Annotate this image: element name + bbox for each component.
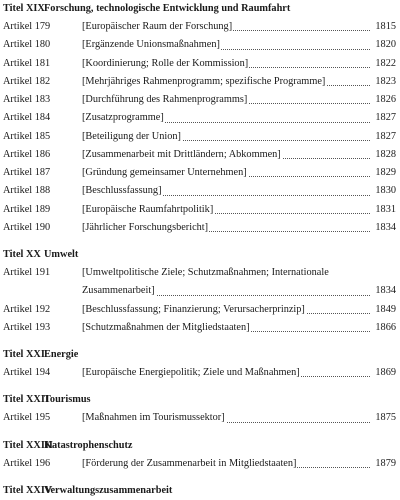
- article-subject: [Maßnahmen im Tourismussektor]: [82, 412, 225, 424]
- toc-section: [3, 391, 400, 427]
- page-number: 1829: [375, 167, 396, 178]
- article-subject: [Ergänzende Unionsmaßnahmen]: [82, 39, 220, 51]
- section-title: [3, 346, 400, 364]
- article-subject: [Europäische Energiepolitik; Ziele und Maßnahmen]: [82, 367, 300, 378]
- page-number: 1866: [375, 321, 396, 333]
- article-number: Artikel 183: [3, 94, 51, 105]
- toc-entry[interactable]: [3, 201, 400, 219]
- page-number: 1823: [375, 75, 396, 87]
- article-subject: [Schutzmaßnahmen der Mitgliedstaaten]: [82, 321, 250, 333]
- section-number: Titel XIX: [3, 3, 45, 14]
- toc-entry[interactable]: [3, 73, 400, 91]
- article-number: Artikel 186: [3, 148, 51, 160]
- article-subject: [Umweltpolitische Ziele; Schutzmaßnahmen; Internationale: [82, 267, 329, 278]
- page-number: 1875: [375, 412, 396, 424]
- article-number: Artikel 179: [3, 21, 51, 32]
- toc-entry[interactable]: [3, 364, 400, 382]
- article-number: Artikel 196: [3, 457, 51, 469]
- article-number: Artikel 192: [3, 303, 51, 315]
- section-title: [3, 246, 400, 264]
- section-title: [3, 391, 400, 409]
- section-title: [3, 482, 400, 500]
- toc-section: [3, 482, 400, 500]
- article-subject: [Mehrjähriges Rahmenprogramm; spezifische Programme]: [82, 75, 326, 87]
- section-name: Forschung, technologische Entwicklung und Raumfahrt: [44, 3, 291, 14]
- article-subject-continued: Zusammenarbeit]: [82, 285, 155, 297]
- article-number: Artikel 193: [3, 321, 51, 333]
- toc-section: [3, 346, 400, 382]
- section-name: Energie: [44, 349, 79, 360]
- toc-entry[interactable]: [3, 182, 400, 200]
- section-name: Verwaltungszusammenarbeit: [44, 484, 173, 496]
- article-number: Artikel 189: [3, 203, 51, 215]
- section-name: Tourismus: [44, 394, 91, 406]
- article-subject: [Beteiligung der Union]: [82, 130, 181, 142]
- section-number: Titel XXI: [3, 349, 45, 360]
- page-number: 1869: [375, 367, 396, 378]
- article-number: Artikel 180: [3, 39, 51, 51]
- article-number: Artikel 184: [3, 112, 51, 124]
- toc-section: [3, 246, 400, 337]
- article-number: Artikel 194: [3, 367, 51, 378]
- page-number: 1849: [375, 303, 396, 315]
- article-number: Artikel 188: [3, 185, 51, 197]
- toc-section: [3, 0, 400, 237]
- page-number: 1815: [375, 21, 396, 32]
- article-subject: [Europäische Raumfahrtpolitik]: [82, 203, 214, 215]
- toc-entry[interactable]: [3, 128, 400, 146]
- page-number: 1831: [375, 203, 396, 215]
- page-number: 1826: [375, 94, 396, 105]
- toc-entry[interactable]: [3, 219, 400, 237]
- article-number: Artikel 190: [3, 221, 51, 233]
- page-number: 1834: [375, 221, 396, 233]
- article-subject: [Förderung der Zusammenarbeit in Mitgliedstaaten]: [82, 457, 297, 469]
- article-number: Artikel 181: [3, 57, 51, 69]
- article-number: Artikel 191: [3, 267, 51, 278]
- section-name: Katastrophenschutz: [44, 439, 133, 451]
- page-number: 1827: [375, 130, 396, 142]
- toc-entry[interactable]: [3, 319, 400, 337]
- page-number: 1834: [375, 285, 396, 297]
- toc-entry[interactable]: [3, 55, 400, 73]
- toc-entry[interactable]: [3, 455, 400, 473]
- article-subject: [Koordinierung; Rolle der Kommission]: [82, 57, 249, 69]
- article-number: Artikel 185: [3, 130, 51, 142]
- article-subject: [Zusatzprogramme]: [82, 112, 164, 124]
- toc-entry[interactable]: [3, 164, 400, 182]
- section-number: Titel XXII: [3, 394, 49, 406]
- toc-entry[interactable]: [3, 109, 400, 127]
- article-subject: [Durchführung des Rahmenprogramms]: [82, 94, 248, 105]
- page-number: 1827: [375, 112, 396, 124]
- section-name: Umwelt: [44, 249, 79, 260]
- toc-entry[interactable]: [3, 301, 400, 319]
- toc-entry[interactable]: [3, 409, 400, 427]
- toc-entry[interactable]: [3, 91, 400, 109]
- section-number: Titel XXIII: [3, 439, 53, 451]
- toc-entry[interactable]: [3, 264, 400, 301]
- toc-section: [3, 437, 400, 473]
- toc-entry[interactable]: [3, 36, 400, 54]
- article-subject: [Beschlussfassung; Finanzierung; Verursacherprinzip]: [82, 303, 305, 315]
- section-title: [3, 0, 400, 18]
- section-number: Titel XXIV: [3, 484, 53, 496]
- page-number: 1830: [375, 185, 396, 197]
- article-number: Artikel 195: [3, 412, 51, 424]
- page-number: 1822: [375, 57, 396, 69]
- section-number: Titel XX: [3, 249, 41, 260]
- article-subject: [Europäischer Raum der Forschung]: [82, 21, 233, 32]
- article-subject: [Gründung gemeinsamer Unternehmen]: [82, 167, 247, 178]
- section-title: [3, 437, 400, 455]
- article-subject: [Jährlicher Forschungsbericht]: [82, 221, 209, 233]
- article-number: Artikel 187: [3, 167, 51, 178]
- page-number: 1828: [375, 148, 396, 160]
- toc-entry[interactable]: [3, 146, 400, 164]
- toc-entry[interactable]: [3, 18, 400, 36]
- article-subject: [Zusammenarbeit mit Drittländern; Abkommen]: [82, 148, 281, 160]
- article-subject: [Beschlussfassung]: [82, 185, 162, 197]
- article-number: Artikel 182: [3, 75, 51, 87]
- page-number: 1879: [375, 457, 396, 469]
- page-number: 1820: [375, 39, 396, 51]
